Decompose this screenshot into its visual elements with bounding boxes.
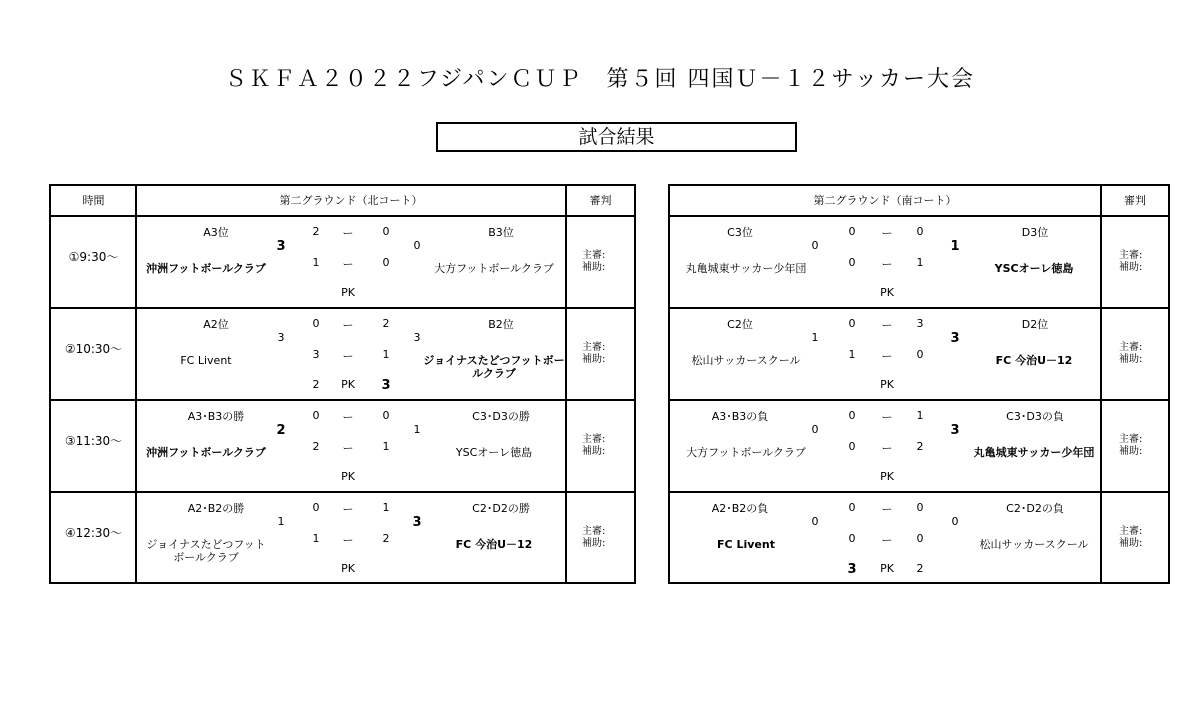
- time-header: 時間: [82, 194, 105, 207]
- left-team-name: 沖洲フットボールクラブ: [146, 446, 266, 459]
- score-dash: ー: [342, 442, 354, 455]
- score-dash: ー: [342, 411, 354, 424]
- match-time: ①9:30～: [68, 250, 119, 264]
- right-seed: B2位: [488, 318, 514, 331]
- first-half-left: 0: [848, 501, 856, 514]
- main-referee-label: 主審:: [1119, 250, 1143, 261]
- score-dash: ー: [342, 319, 354, 332]
- main-referee-label: 主審:: [582, 434, 606, 445]
- score-dash: ー: [881, 442, 893, 455]
- south-court-header: 第二グラウンド（南コート）: [813, 194, 957, 207]
- first-half-left: 0: [848, 225, 856, 238]
- right-team-name: YSCオーレ徳島: [994, 262, 1074, 275]
- score-dash: ー: [342, 534, 354, 547]
- right-total-score: 1: [950, 239, 960, 254]
- pk-left-score: 2: [312, 378, 320, 391]
- left-team-name: 丸亀城東サッカー少年団: [685, 262, 807, 275]
- second-half-right: 0: [916, 532, 924, 545]
- second-half-right: 1: [916, 256, 924, 269]
- score-dash: ー: [342, 503, 354, 516]
- second-half-right: 0: [916, 348, 924, 361]
- left-team-name: 松山サッカースクール: [691, 354, 801, 367]
- assistant-referee-label: 補助:: [1119, 262, 1143, 273]
- left-team-name: ジョイナスたどつフットボールクラブ: [146, 538, 266, 564]
- assistant-referee-label: 補助:: [1119, 446, 1143, 457]
- match-time: ③11:30～: [64, 434, 123, 448]
- assistant-referee-label: 補助:: [582, 538, 606, 549]
- first-half-left: 0: [312, 409, 320, 422]
- second-half-right: 2: [916, 440, 924, 453]
- second-half-right: 1: [382, 348, 390, 361]
- left-total-score: 1: [277, 515, 285, 528]
- pk-label: PK: [880, 562, 894, 575]
- main-referee-label: 主審:: [1119, 342, 1143, 353]
- first-half-left: 0: [312, 501, 320, 514]
- right-seed: D3位: [1021, 226, 1049, 239]
- pk-right-score: 3: [381, 378, 391, 393]
- first-half-right: 0: [916, 501, 924, 514]
- right-total-score: 0: [951, 515, 959, 528]
- left-team-name: FC Livent: [180, 354, 232, 367]
- second-half-left: 3: [312, 348, 320, 361]
- left-seed: A2･B2の負: [711, 502, 769, 515]
- pk-label: PK: [341, 378, 355, 391]
- score-dash: ー: [881, 227, 893, 240]
- score-dash: ー: [881, 350, 893, 363]
- pk-left-score: 3: [847, 562, 857, 577]
- right-team-name: 丸亀城東サッカー少年団: [973, 446, 1095, 459]
- main-referee-label: 主審:: [582, 250, 606, 261]
- north-court-table: [49, 184, 636, 584]
- left-team-name: 沖洲フットボールクラブ: [146, 262, 266, 275]
- right-total-score: 3: [413, 331, 421, 344]
- left-total-score: 2: [276, 423, 286, 438]
- left-team-name: FC Livent: [717, 538, 775, 551]
- pk-label: PK: [880, 378, 894, 391]
- score-dash: ー: [342, 350, 354, 363]
- left-seed: A3･B3の勝: [187, 410, 245, 423]
- assistant-referee-label: 補助:: [1119, 354, 1143, 365]
- left-total-score: 0: [811, 423, 819, 436]
- right-seed: B3位: [488, 226, 514, 239]
- main-referee-label: 主審:: [582, 526, 606, 537]
- first-half-left: 0: [312, 317, 320, 330]
- right-seed: D2位: [1021, 318, 1049, 331]
- assistant-referee-label: 補助:: [582, 262, 606, 273]
- left-seed: A2･B2の勝: [187, 502, 245, 515]
- first-half-left: 2: [312, 225, 320, 238]
- first-half-right: 0: [916, 225, 924, 238]
- first-half-right: 0: [382, 409, 390, 422]
- pk-label: PK: [341, 470, 355, 483]
- main-referee-label: 主審:: [1119, 434, 1143, 445]
- second-half-left: 1: [312, 532, 320, 545]
- pk-label: PK: [880, 470, 894, 483]
- pk-label: PK: [880, 286, 894, 299]
- left-total-score: 0: [811, 515, 819, 528]
- page-title: ＳＫＦＡ２０２２フジパンＣＵＰ 第５回 四国Ｕ－１２サッカー大会: [224, 67, 976, 92]
- first-half-right: 0: [382, 225, 390, 238]
- referee-header: 審判: [589, 194, 612, 207]
- right-team-name: 松山サッカースクール: [979, 538, 1089, 551]
- right-seed: C3･D3の負: [1006, 410, 1064, 423]
- right-total-score: 0: [413, 239, 421, 252]
- left-seed: C3位: [727, 226, 753, 239]
- score-dash: ー: [881, 319, 893, 332]
- right-team-name: YSCオーレ徳島: [455, 446, 533, 459]
- second-half-right: 1: [382, 440, 390, 453]
- score-dash: ー: [342, 258, 354, 271]
- right-total-score: 3: [950, 331, 960, 346]
- right-total-score: 3: [950, 423, 960, 438]
- score-dash: ー: [342, 227, 354, 240]
- second-half-left: 0: [848, 256, 856, 269]
- right-team-name: FC 今治U－12: [455, 538, 533, 551]
- left-total-score: 0: [811, 239, 819, 252]
- right-seed: C2･D2の勝: [472, 502, 530, 515]
- main-referee-label: 主審:: [1119, 526, 1143, 537]
- second-half-left: 2: [312, 440, 320, 453]
- score-dash: ー: [881, 534, 893, 547]
- left-seed: A3･B3の負: [711, 410, 769, 423]
- second-half-left: 1: [312, 256, 320, 269]
- right-team-name: FC 今治U－12: [995, 354, 1073, 367]
- assistant-referee-label: 補助:: [582, 354, 606, 365]
- match-time: ④12:30～: [64, 526, 123, 540]
- first-half-right: 1: [916, 409, 924, 422]
- second-half-left: 0: [848, 440, 856, 453]
- score-dash: ー: [881, 411, 893, 424]
- right-total-score: 1: [413, 423, 421, 436]
- left-total-score: 1: [811, 331, 819, 344]
- second-half-right: 2: [382, 532, 390, 545]
- pk-label: PK: [341, 286, 355, 299]
- right-team-name: 大方フットボールクラブ: [434, 262, 554, 275]
- right-seed: C2･D2の負: [1006, 502, 1064, 515]
- left-seed: C2位: [727, 318, 753, 331]
- second-half-left: 0: [848, 532, 856, 545]
- left-total-score: 3: [276, 239, 286, 254]
- assistant-referee-label: 補助:: [582, 446, 606, 457]
- second-half-left: 1: [848, 348, 856, 361]
- referee-header-south: 審判: [1124, 194, 1146, 207]
- left-total-score: 3: [277, 331, 285, 344]
- right-team-name: ジョイナスたどつフットボールクラブ: [423, 354, 565, 380]
- right-seed: C3･D3の勝: [472, 410, 530, 423]
- left-seed: A2位: [203, 318, 229, 331]
- assistant-referee-label: 補助:: [1119, 538, 1143, 549]
- first-half-right: 3: [916, 317, 924, 330]
- left-team-name: 大方フットボールクラブ: [686, 446, 806, 459]
- pk-label: PK: [341, 562, 355, 575]
- second-half-right: 0: [382, 256, 390, 269]
- north-court-header: 第二グラウンド（北コート）: [279, 194, 423, 207]
- right-total-score: 3: [412, 515, 422, 530]
- first-half-left: 0: [848, 317, 856, 330]
- match-time: ②10:30～: [64, 342, 123, 356]
- first-half-left: 0: [848, 409, 856, 422]
- first-half-right: 2: [382, 317, 390, 330]
- left-seed: A3位: [203, 226, 229, 239]
- first-half-right: 1: [382, 501, 390, 514]
- results-heading: 試合結果: [436, 122, 797, 152]
- south-court-table: [668, 184, 1170, 584]
- score-dash: ー: [881, 503, 893, 516]
- score-dash: ー: [881, 258, 893, 271]
- pk-right-score: 2: [916, 562, 924, 575]
- main-referee-label: 主審:: [582, 342, 606, 353]
